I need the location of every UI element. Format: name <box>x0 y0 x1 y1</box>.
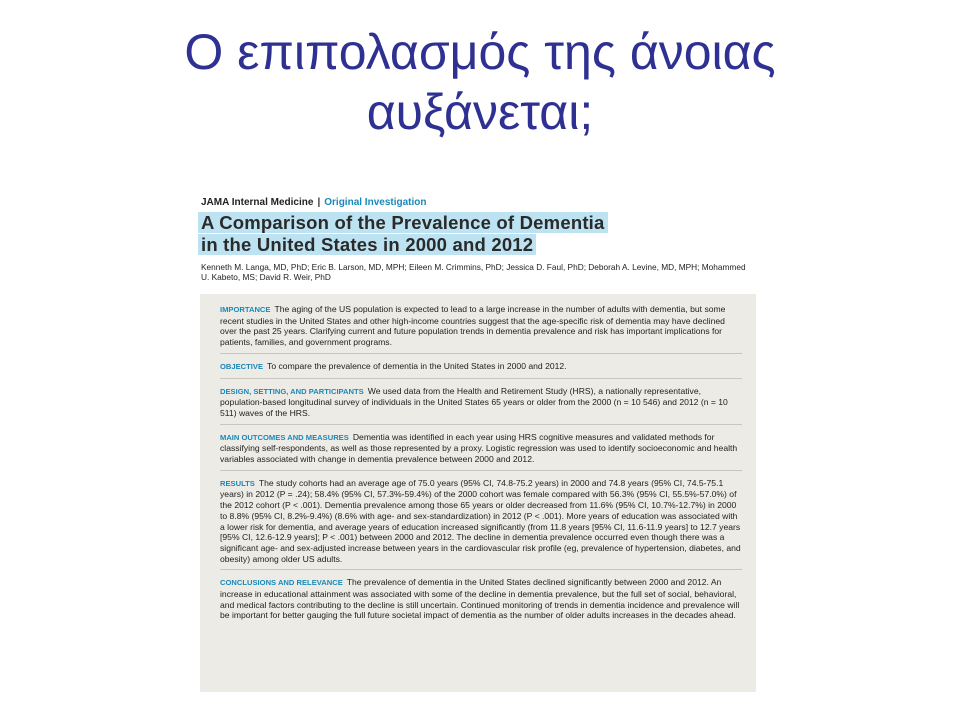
abstract-heading: CONCLUSIONS AND RELEVANCE <box>220 578 343 588</box>
slide-title-line-2: αυξάνεται; <box>366 84 594 140</box>
abstract-text: To compare the prevalence of dementia in the United States in 2000 and 2012. <box>267 360 567 371</box>
abstract-heading: IMPORTANCE <box>220 305 271 314</box>
journal-name: JAMA Internal Medicine <box>201 197 314 208</box>
abstract-heading: OBJECTIVE <box>220 361 264 371</box>
abstract-heading: RESULTS <box>220 478 255 488</box>
slide-title <box>0 22 960 142</box>
slide-title-line-1: Ο επιπολασμός της άνοιας <box>184 24 776 80</box>
article-headline <box>198 212 748 256</box>
abstract-importance <box>220 302 742 354</box>
author-list: Kenneth M. Langa, MD, PhD; Eric B. Larson, MD, MPH; Eileen M. Crimmins, PhD; Jessica D. Faul, PhD; Deborah A. Levine, MD, MPH; Mohammed U. Kabeto, MS; David R. Weir, PhD <box>201 262 746 282</box>
journal-separator: | <box>317 197 321 208</box>
journal-line <box>201 197 427 208</box>
abstract-outcomes <box>220 430 742 471</box>
abstract-text: The aging of the US population is expected to lead to a large increase in the number of adults with dementia, but some recent studies in the United States and other high-income countries suggest that the age-specific risk of dementia may have declined over the past 25 years. Clarifying current and future population trends in dementia prevalence and risk has important implications for patients, families, and government programs. <box>220 304 726 348</box>
abstract-heading: DESIGN, SETTING, AND PARTICIPANTS <box>220 386 364 396</box>
abstract-objective <box>220 359 742 379</box>
abstract-results <box>220 476 742 571</box>
abstract-text: Dementia was identified in each year using HRS cognitive measures and validated methods for classifying self-respondents, as well as those represented by a proxy. Logistic regression was used to identify socioeconomic and health variables associated with change in dementia prevalence between 2000 and 2012. <box>220 431 738 465</box>
abstract-conclusions <box>220 575 742 626</box>
abstract-box <box>200 294 756 692</box>
abstract-design <box>220 384 742 425</box>
abstract-text: We used data from the Health and Retirement Study (HRS), a nationally representative, population-based longitudinal survey of individuals in the United States 65 years or older from the 2000 (n = 10 546) and 2012 (n = 10 511) waves of the HRS. <box>220 385 728 418</box>
abstract-text: The study cohorts had an average age of 75.0 years (95% CI, 74.8-75.2 years) in 2000 and 74.8 years (95% CI, 74.5-75.1 years) in 2012 (P = .24); 58.4% (95% CI, 57.3%-59.4%) of the 2000 cohort was female compared with 56.3% (95% CI, 55.5%-57.0%) of the 2012 cohort (P < .001). Dementia prevalence among those 65 years or older decreased from 11.6% (95% CI, 10.7%-12.7%) in 2000 to 8.8% (95% CI, 8.2%-9.4%) (8.6% with age- and sex-standardization) in 2012 (P < .001). More years of education was associated with a lower risk for dementia, and average years of education increased significantly (from 11.8 years [95% CI, 11.6-11.9 years] to 12.7 years [95% CI, 12.6-12.9 years]; P < .001) between 2000 and 2012. The decline in dementia prevalence occurred even though there was a significant age- and sex-adjusted increase between years in the cardiovascular risk profile (eg, prevalence of hypertension, diabetes, and obesity) among older US adults. <box>220 477 741 564</box>
article-section: Original Investigation <box>324 197 427 208</box>
abstract-text: The prevalence of dementia in the United States declined significantly between 2000 and 2012. An increase in educational attainment was associated with some of the decline in dementia prevalence, but the full set of social, behavioral, and medical factors contributing to the decline is still uncertain. Continued monitoring of trends in dementia incidence and prevalence will be important for better gauging the full future societal impact of dementia as the number of older adults increases in the decades ahead. <box>220 577 740 621</box>
headline-line-2: in the United States in 2000 and 2012 <box>198 234 536 255</box>
abstract-heading: MAIN OUTCOMES AND MEASURES <box>220 432 349 442</box>
article-image <box>176 190 760 694</box>
headline-line-1: A Comparison of the Prevalence of Dementia <box>198 212 608 233</box>
